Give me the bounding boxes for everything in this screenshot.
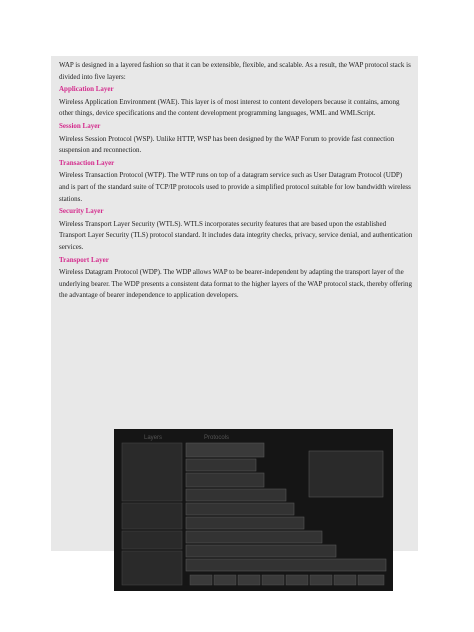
heading-transaction-layer: Transaction Layer — [59, 158, 115, 167]
wap-stack-diagram-image — [114, 429, 393, 591]
heading-application-layer: Application Layer — [59, 85, 114, 94]
document-page — [51, 56, 418, 551]
heading-session-layer: Session Layer — [59, 121, 101, 130]
heading-security-layer: Security Layer — [59, 207, 104, 216]
body-transaction-layer: Wireless Transaction Protocol (WTP). The WTP runs on top of a datagram service such as User Datagram Protocol (UDP) and is part of the standard suite of TCP/IP protocols used to provide a simplified protocol suitable for low bandwidth wireless stations. — [59, 171, 411, 203]
intro-paragraph: WAP is designed in a layered fashion so that it can be extensible, flexible, and scalable. As a result, the WAP protocol stack is divided into five layers: — [59, 61, 411, 81]
body-application-layer: Wireless Application Environment (WAE). This layer is of most interest to content developers because it contains, among other things, device specifications and the content development programming languages, WML and WMLScript. — [59, 97, 400, 118]
document-text — [59, 60, 413, 302]
body-session-layer: Wireless Session Protocol (WSP). Unlike HTTP, WSP has been designed by the WAP Forum to provide fast connection suspension and reconnection. — [59, 134, 395, 155]
heading-transport-layer: Transport Layer — [59, 255, 109, 264]
diagram-header-right: Protocols — [204, 435, 230, 441]
diagram-header-left: Layers — [144, 435, 163, 441]
wap-stack-diagram — [114, 429, 393, 591]
body-security-layer: Wireless Transport Layer Security (WTLS). WTLS incorporates security features that are based upon the established Transport Layer Security (TLS) protocol standard. It includes data integrity checks, privacy, service denial, and authentication services. — [59, 219, 413, 251]
body-transport-layer: Wireless Datagram Protocol (WDP). The WDP allows WAP to be bearer-independent by adapting the transport layer of the underlying bearer. The WDP presents a consistent data format to the higher layers of the WAP protocol stack, thereby offering the advantage of bearer independence to application developers. — [59, 268, 412, 300]
